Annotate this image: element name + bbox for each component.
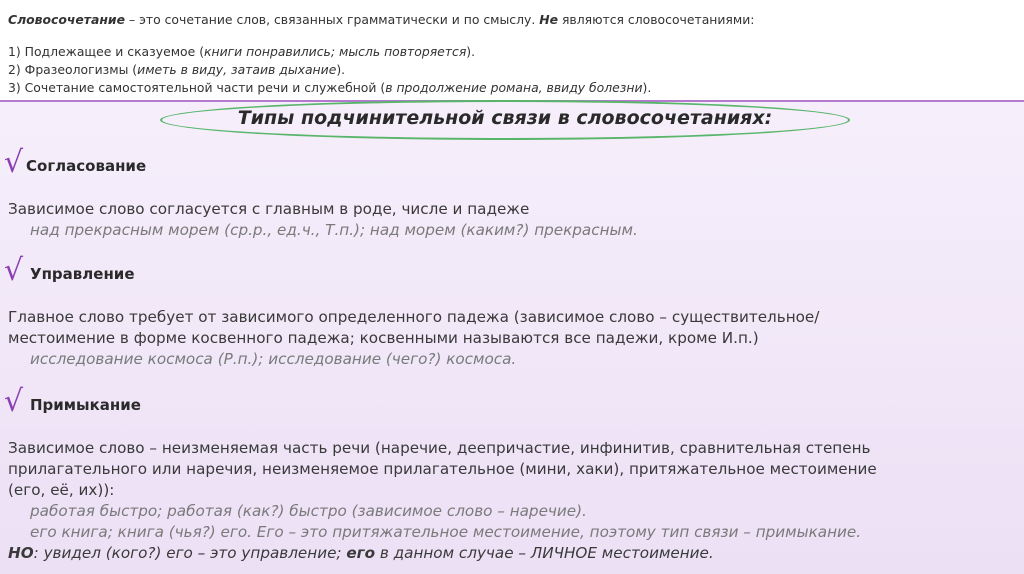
section-heading-government: Управление <box>30 265 135 283</box>
section-example: работая быстро; работая (как?) быстро (зависимое слово – наречие). <box>30 502 587 520</box>
section-body-adjunction <box>8 438 877 564</box>
section-text: Зависимое слово согласуется с главным в роде, числе и падеже <box>8 200 530 218</box>
note-text: : увидел (кого?) его – это управление; <box>33 544 347 562</box>
intro-line-3-end: ). <box>336 62 346 77</box>
section-body-government <box>8 307 819 370</box>
section-text: (его, её, их)): <box>8 481 115 499</box>
section-body-agreement <box>8 199 638 241</box>
intro-line-3-text: 2) Фразеологизмы ( <box>8 62 138 77</box>
section-note <box>8 543 877 564</box>
intro-line-1 <box>8 11 754 29</box>
intro-line-1-end: являются словосочетаниями: <box>558 12 755 27</box>
note-text-end: в данном случае – ЛИЧНОЕ местоимение. <box>375 544 714 562</box>
intro-line-2-text: 1) Подлежащее и сказуемое ( <box>8 44 205 59</box>
note-bold: его <box>346 544 376 562</box>
note-label: НО <box>8 544 34 562</box>
checkmark-icon: √ <box>4 384 24 419</box>
section-example: его книга; книга (чья?) его. Его – это притяжательное местоимение, поэтому тип связи – примыкание. <box>30 523 862 541</box>
term: Словосочетание <box>8 12 125 27</box>
checkmark-icon: √ <box>4 253 24 288</box>
section-text: прилагательного или наречия, неизменяемое прилагательное (мини, хаки), притяжательное местоимение <box>8 460 877 478</box>
intro-line-4-example: в продолжение романа, ввиду болезни <box>385 80 643 95</box>
intro-line-3 <box>8 61 754 79</box>
section-example: исследование космоса (Р.п.); исследование (чего?) космоса. <box>30 350 517 368</box>
intro-line-1-text: – это сочетание слов, связанных грамматически и по смыслу. <box>125 12 540 27</box>
intro-line-3-example: иметь в виду, затаив дыхание <box>137 62 337 77</box>
section-text: местоимение в форме косвенного падежа; косвенными называются все падежи, кроме И.п.) <box>8 329 759 347</box>
intro-line-4-end: ). <box>642 80 652 95</box>
intro-line-4 <box>8 79 754 97</box>
section-heading-agreement: Согласование <box>26 157 147 175</box>
section-text: Зависимое слово – неизменяемая часть речи (наречие, деепричастие, инфинитив, сравнительная степень <box>8 439 871 457</box>
intro-line-2-end: ). <box>466 44 476 59</box>
intro-text <box>8 11 754 97</box>
section-example: над прекрасным морем (ср.р., ед.ч., Т.п.); над морем (каким?) прекрасным. <box>30 221 638 239</box>
checkmark-icon: √ <box>4 145 24 180</box>
intro-line-2-example: книги понравились; мысль повторяется <box>204 44 467 59</box>
intro-line-4-text: 3) Сочетание самостоятельной части речи и служебной ( <box>8 80 386 95</box>
section-heading-adjunction: Примыкание <box>30 396 141 414</box>
not-word: Не <box>539 12 559 27</box>
intro-line-2 <box>8 43 754 61</box>
slide-title: Типы подчинительной связи в словосочетаниях: <box>237 107 773 129</box>
section-text: Главное слово требует от зависимого определенного падежа (зависимое слово – существительное/ <box>8 308 820 326</box>
